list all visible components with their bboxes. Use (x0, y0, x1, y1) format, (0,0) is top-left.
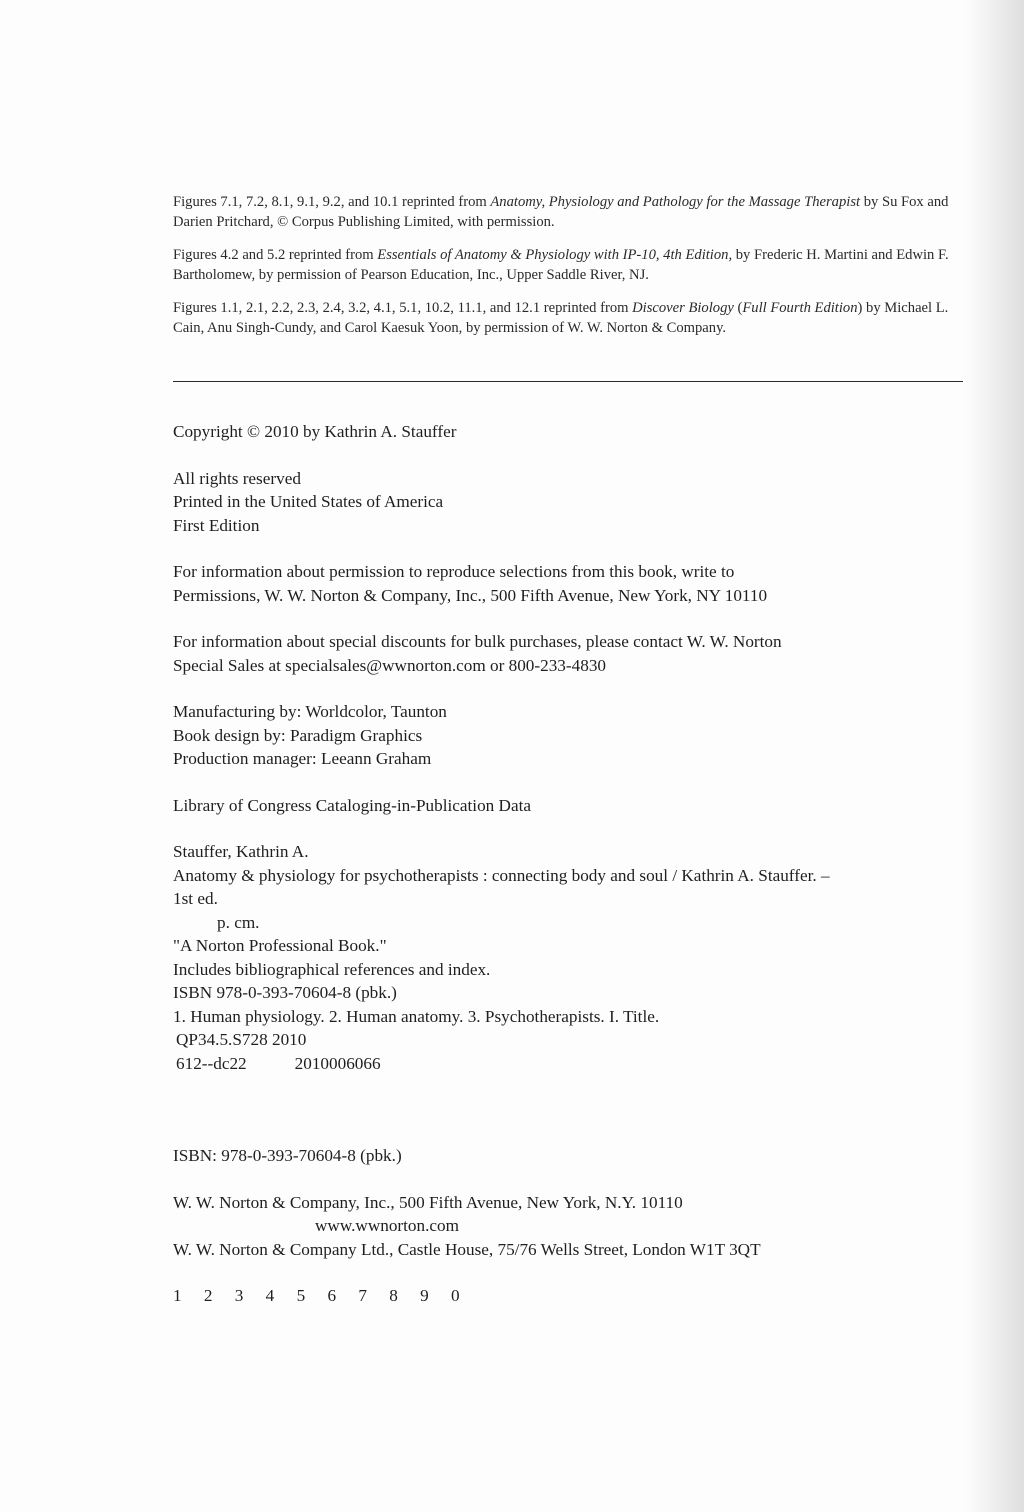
credit-book-title: Discover Biology (632, 300, 734, 316)
cip-heading: Library of Congress Cataloging-in-Publication Data (173, 795, 531, 815)
credit-book-edition: Full Fourth Edition (742, 300, 858, 316)
credit-paragraph-2: Figures 4.2 and 5.2 reprinted from Essentials of Anatomy & Physiology with IP-10, 4th Edition, by Frederic H. Martini and Edwin F. Bartholomew, by permission of Pearson Education, Inc., Upper Saddle River, NJ. (173, 247, 949, 283)
figure-credits (173, 192, 963, 338)
cip-pages: p. cm. (217, 912, 260, 932)
credit-book-title: Essentials of Anatomy & Physiology with IP-10, 4th Edition, (377, 247, 733, 263)
cip-author: Stauffer, Kathrin A. (173, 842, 309, 861)
page-edge-shadow (964, 0, 1024, 1512)
credit-book-title: Anatomy, Physiology and Pathology for the Massage Therapist (490, 194, 861, 210)
special-sales-contact: Special Sales at specialsales@wwnorton.com or 800-233-4830 (173, 655, 607, 675)
cip-lccn: 2010006066 (294, 1053, 381, 1073)
cip-title: Anatomy & physiology for psychotherapists : connecting body and soul / Kathrin A. Stauffer. – (173, 865, 830, 885)
printing-number-line: 1 2 3 4 5 6 7 8 9 0 (173, 1286, 469, 1305)
publisher-uk-address: W. W. Norton & Company Ltd., Castle House, 75/76 Wells Street, London W1T 3QT (173, 1239, 761, 1259)
design-credit: Book design by: Paradigm Graphics (173, 725, 423, 745)
isbn-line: ISBN: 978-0-393-70604-8 (pbk.) (173, 1146, 402, 1165)
printed-in-line: Printed in the United States of America (173, 492, 444, 511)
credit-paragraph-1: Figures 7.1, 7.2, 8.1, 9.1, 9.2, and 10.1 reprinted from Anatomy, Physiology and Pathology for the Massage Therapist by Su Fox and Darien Pritchard, © Corpus Publishing Limited, with permission. (173, 194, 949, 230)
permissions-address: Permissions, W. W. Norton & Company, Inc., 500 Fifth Avenue, New York, NY 10110 (173, 585, 768, 605)
cip-includes: Includes bibliographical references and index. (173, 959, 491, 979)
permissions-line: For information about permission to reproduce selections from this book, write to (173, 562, 735, 581)
copyright-block (173, 420, 968, 1308)
publisher-website: www.wwnorton.com (315, 1216, 460, 1235)
cip-title-continued: 1st ed. (173, 889, 218, 908)
cip-lc-class: QP34.5.S728 2010 (176, 1030, 307, 1049)
section-divider (173, 381, 963, 382)
edition-line: First Edition (173, 515, 260, 535)
cip-series: "A Norton Professional Book." (173, 936, 387, 955)
cip-dewey: 612--dc22 (176, 1053, 247, 1073)
cip-isbn: ISBN 978-0-393-70604-8 (pbk.) (173, 983, 397, 1002)
credit-paragraph-3: Figures 1.1, 2.1, 2.2, 2.3, 2.4, 3.2, 4.1, 5.1, 10.2, 11.1, and 12.1 reprinted from Discover Biology (Full Fourth Edition) by Michael L. Cain, Anu Singh-Cundy, and Carol Kaesuk Yoon, by permission of W. W. Norton & Company. (173, 300, 949, 336)
special-sales-line: For information about special discounts for bulk purchases, please contact W. W. Norton (173, 632, 782, 651)
manufacturing-credit: Manufacturing by: Worldcolor, Taunton (173, 702, 447, 721)
publisher-us-address: W. W. Norton & Company, Inc., 500 Fifth Avenue, New York, N.Y. 10110 (173, 1192, 683, 1212)
copyright-notice: Copyright © 2010 by Kathrin A. Stauffer (173, 422, 457, 441)
cip-subjects: 1. Human physiology. 2. Human anatomy. 3. Psychotherapists. I. Title. (173, 1006, 660, 1026)
rights-line: All rights reserved (173, 468, 301, 488)
cip-classification (173, 1052, 968, 1076)
production-manager-credit: Production manager: Leeann Graham (173, 749, 432, 768)
